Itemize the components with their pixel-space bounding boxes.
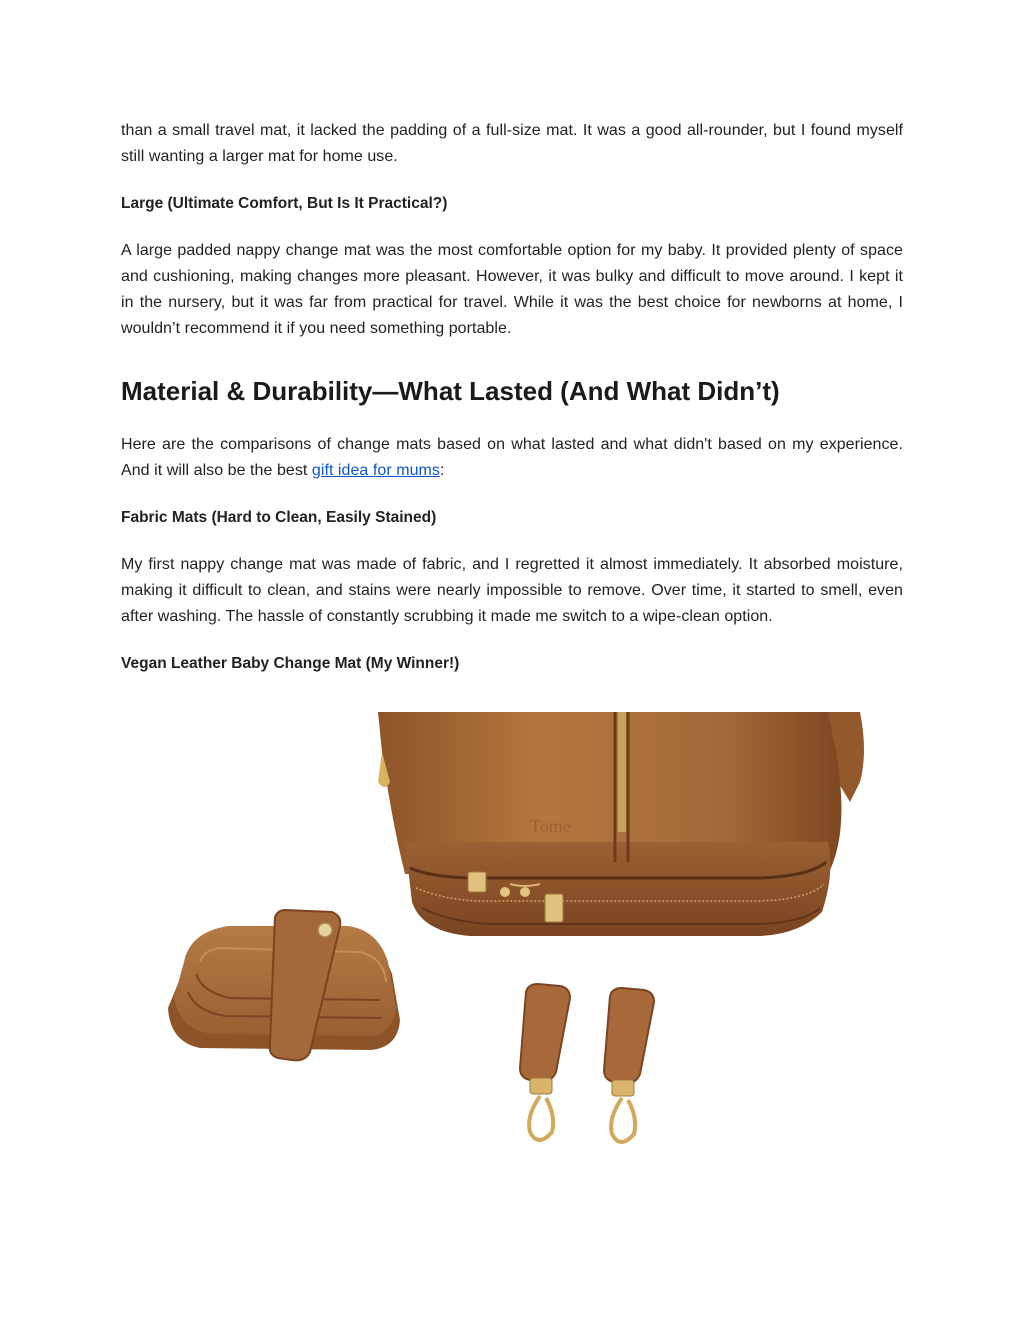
document-body — [121, 118, 903, 676]
gift-idea-link[interactable]: gift idea for mums — [311, 462, 440, 479]
heading-large-mat: Large (Ultimate Comfort, But Is It Practical?) — [121, 195, 448, 212]
paragraph-fabric-mats: My first nappy change mat was made of fabric, and I regretted it almost immediately. It absorbed moisture, making it difficult to clean, and stains were nearly impossible to remove. Over time, it started to smell, even after washing. The hassle of constantly scrubbing it made me switch to a wipe-clean option. — [121, 556, 903, 625]
comparisons-text: Here are the comparisons of change mats based on what lasted and what didn't based on my experience. And it will also be the best — [121, 436, 903, 479]
section-title: Material & Durability—What Lasted (And What Didn’t) — [121, 376, 780, 406]
heading-fabric-mats: Fabric Mats (Hard to Clean, Easily Stained) — [121, 509, 437, 526]
paragraph-medium-mat: than a small travel mat, it lacked the padding of a full-size mat. It was a good all-rounder, but I found myself still wanting a larger mat for home use. — [121, 122, 903, 165]
svg-text:Tome: Tome — [530, 816, 571, 836]
backpack — [378, 712, 864, 936]
product-photo — [160, 712, 890, 1162]
paragraph-large-mat: A large padded nappy change mat was the most comfortable option for my baby. It provided plenty of space and cushioning, making changes more pleasant. However, it was bulky and difficult to move around. I kept it in the nursery, but it was far from practical for travel. While it was the best choice for newborns at home, I wouldn’t recommend it if you need something portable. — [121, 242, 903, 337]
comparisons-colon: : — [439, 462, 445, 479]
paragraph-comparisons — [121, 432, 903, 484]
heading-vegan-leather: Vegan Leather Baby Change Mat (My Winner!) — [121, 655, 460, 672]
